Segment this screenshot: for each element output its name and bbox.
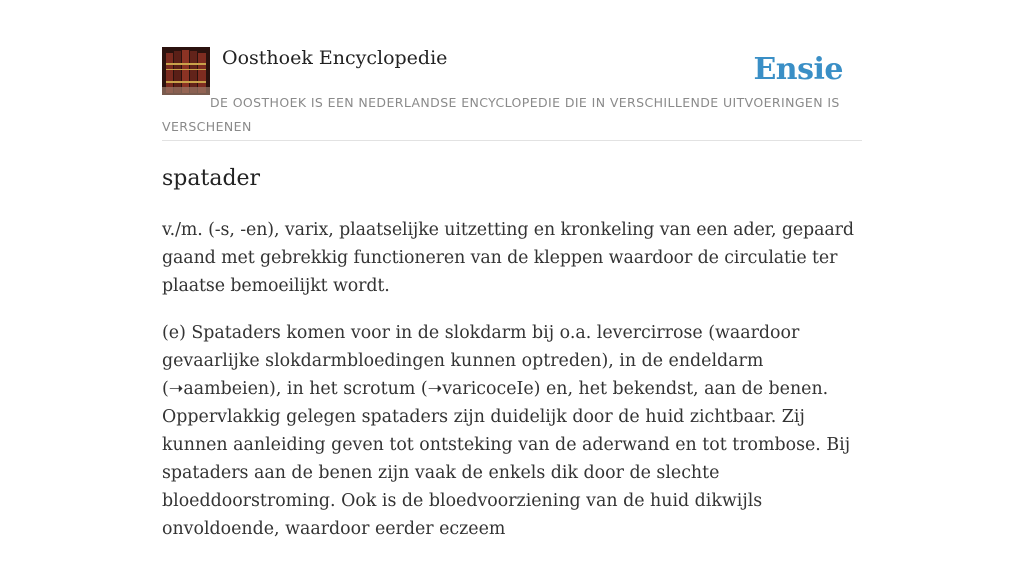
site-tagline: DE OOSTHOEK IS EEN NEDERLANDSE ENCYCLOPEDIE DIE IN VERSCHILLENDE UITVOERINGEN IS VERSCHENEN: [162, 95, 840, 134]
article-body: [162, 216, 862, 562]
ensie-logo-link[interactable]: Ensie: [753, 52, 843, 87]
encyclopedia-books-icon[interactable]: [162, 47, 210, 95]
article-title: spatader: [162, 166, 261, 191]
article-paragraph-explanation: (e) Spataders komen voor in de slokdarm bij o.a. levercirrose (waardoor gevaarlijke slokdarmbloedingen kunnen optreden), in de endeldarm (➝aambeien), in het scrotum (➝varicoceIe) en, het bekendst, aan de benen. Oppervlakkig gelegen spataders zijn duidelijk door de huid zichtbaar. Zij kunnen aanleiding geven tot ontsteking van de aderwand en tot trombose. Bij spataders aan de benen zijn vaak de enkels dik door de slechte bloeddoorstroming. Ook is de bloedvoorziening van de huid dikwijls onvoldoende, waardoor eerder eczeem: [162, 323, 851, 539]
article-paragraph-definition: v./m. (-s, -en), varix, plaatselijke uitzetting en kronkeling van een ader, gepaard gaand met gebrekkig functioneren van de kleppen waardoor de circulatie ter plaatse bemoeilijkt wordt.: [162, 220, 854, 296]
site-title[interactable]: Oosthoek Encyclopedie: [222, 47, 448, 69]
site-header: [162, 46, 862, 141]
